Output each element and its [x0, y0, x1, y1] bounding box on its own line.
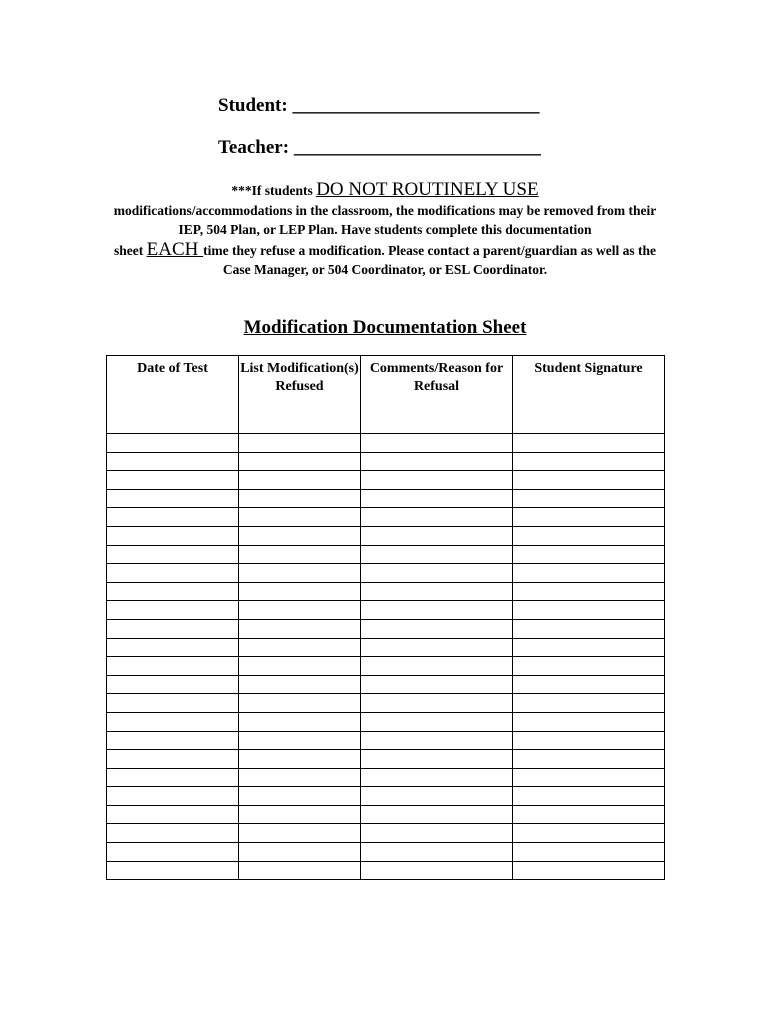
modification-cell[interactable]	[239, 861, 361, 880]
signature-cell[interactable]	[513, 489, 665, 508]
modification-cell[interactable]	[239, 787, 361, 806]
signature-cell[interactable]	[513, 434, 665, 453]
notice-body-2: time they refuse a modification. Please contact a parent/guardian as well as the Case Manager, or 504 Coordinator, or ESL Coordinator.	[203, 242, 656, 277]
signature-cell[interactable]	[513, 694, 665, 713]
date-cell[interactable]	[107, 601, 239, 620]
modification-cell[interactable]	[239, 508, 361, 527]
signature-cell[interactable]	[513, 508, 665, 527]
signature-cell[interactable]	[513, 545, 665, 564]
table-body	[107, 434, 665, 880]
column-header-comments: Comments/Reason for Refusal	[361, 356, 513, 434]
modification-cell[interactable]	[239, 694, 361, 713]
documentation-table	[106, 355, 665, 880]
modification-cell[interactable]	[239, 675, 361, 694]
date-cell[interactable]	[107, 657, 239, 676]
modification-cell[interactable]	[239, 731, 361, 750]
modification-cell[interactable]	[239, 526, 361, 545]
notice-sheet-word: sheet	[114, 242, 147, 258]
table-row	[107, 675, 665, 694]
comment-cell[interactable]	[361, 694, 513, 713]
date-cell[interactable]	[107, 750, 239, 769]
date-cell[interactable]	[107, 805, 239, 824]
table-row	[107, 601, 665, 620]
comment-cell[interactable]	[361, 564, 513, 583]
date-cell[interactable]	[107, 712, 239, 731]
notice-emphasis-do-not-use: DO NOT ROUTINELY USE	[316, 179, 539, 200]
table-row	[107, 694, 665, 713]
modification-cell[interactable]	[239, 545, 361, 564]
signature-cell[interactable]	[513, 843, 665, 862]
column-header-date: Date of Test	[107, 356, 239, 434]
student-blank[interactable]: __________________________	[292, 95, 540, 116]
table-row	[107, 526, 665, 545]
table-header-row	[107, 356, 665, 434]
table-row	[107, 805, 665, 824]
signature-cell[interactable]	[513, 712, 665, 731]
modification-cell[interactable]	[239, 824, 361, 843]
table-row	[107, 731, 665, 750]
teacher-blank[interactable]: __________________________	[293, 137, 541, 158]
date-cell[interactable]	[107, 489, 239, 508]
modification-cell[interactable]	[239, 712, 361, 731]
comment-cell[interactable]	[361, 545, 513, 564]
table-row	[107, 619, 665, 638]
table-row	[107, 545, 665, 564]
signature-cell[interactable]	[513, 638, 665, 657]
date-cell[interactable]	[107, 434, 239, 453]
instructions-notice	[100, 180, 670, 280]
date-cell[interactable]	[107, 564, 239, 583]
comment-cell[interactable]	[361, 657, 513, 676]
signature-cell[interactable]	[513, 768, 665, 787]
date-cell[interactable]	[107, 452, 239, 471]
comment-cell[interactable]	[361, 843, 513, 862]
modification-cell[interactable]	[239, 805, 361, 824]
notice-prefix: ***If students	[231, 183, 317, 198]
comment-cell[interactable]	[361, 712, 513, 731]
table-row	[107, 768, 665, 787]
signature-cell[interactable]	[513, 471, 665, 490]
signature-cell[interactable]	[513, 805, 665, 824]
comment-cell[interactable]	[361, 526, 513, 545]
date-cell[interactable]	[107, 471, 239, 490]
modification-cell[interactable]	[239, 489, 361, 508]
signature-cell[interactable]	[513, 526, 665, 545]
date-cell[interactable]	[107, 545, 239, 564]
table-row	[107, 657, 665, 676]
comment-cell[interactable]	[361, 768, 513, 787]
notice-body-1: modifications/accommodations in the classroom, the modifications may be removed from their IEP, 504 Plan, or LEP Plan. Have students complete this documentation	[113, 202, 657, 237]
date-cell[interactable]	[107, 508, 239, 527]
signature-cell[interactable]	[513, 787, 665, 806]
modification-cell[interactable]	[239, 582, 361, 601]
comment-cell[interactable]	[361, 452, 513, 471]
date-cell[interactable]	[107, 861, 239, 880]
table-row	[107, 582, 665, 601]
comment-cell[interactable]	[361, 619, 513, 638]
comment-cell[interactable]	[361, 805, 513, 824]
modification-cell[interactable]	[239, 452, 361, 471]
modification-cell[interactable]	[239, 750, 361, 769]
table-row	[107, 638, 665, 657]
column-header-signature: Student Signature	[513, 356, 665, 434]
comment-cell[interactable]	[361, 508, 513, 527]
table-row	[107, 564, 665, 583]
signature-cell[interactable]	[513, 731, 665, 750]
modification-cell[interactable]	[239, 768, 361, 787]
table-row	[107, 434, 665, 453]
date-cell[interactable]	[107, 638, 239, 657]
table-row	[107, 787, 665, 806]
comment-cell[interactable]	[361, 731, 513, 750]
table-row	[107, 471, 665, 490]
modification-cell[interactable]	[239, 564, 361, 583]
comment-cell[interactable]	[361, 434, 513, 453]
date-cell[interactable]	[107, 824, 239, 843]
signature-cell[interactable]	[513, 657, 665, 676]
date-cell[interactable]	[107, 787, 239, 806]
modification-cell[interactable]	[239, 657, 361, 676]
comment-cell[interactable]	[361, 638, 513, 657]
comment-cell[interactable]	[361, 489, 513, 508]
date-cell[interactable]	[107, 694, 239, 713]
modification-cell[interactable]	[239, 601, 361, 620]
comment-cell[interactable]	[361, 471, 513, 490]
table-row	[107, 508, 665, 527]
date-cell[interactable]	[107, 731, 239, 750]
date-cell[interactable]	[107, 526, 239, 545]
modification-cell[interactable]	[239, 843, 361, 862]
comment-cell[interactable]	[361, 824, 513, 843]
student-field	[218, 95, 539, 117]
signature-cell[interactable]	[513, 582, 665, 601]
table-row	[107, 489, 665, 508]
signature-cell[interactable]	[513, 619, 665, 638]
comment-cell[interactable]	[361, 601, 513, 620]
date-cell[interactable]	[107, 768, 239, 787]
teacher-label: Teacher:	[218, 137, 290, 158]
signature-cell[interactable]	[513, 750, 665, 769]
signature-cell[interactable]	[513, 564, 665, 583]
comment-cell[interactable]	[361, 582, 513, 601]
sheet-title: Modification Documentation Sheet	[243, 317, 527, 338]
table-row	[107, 861, 665, 880]
date-cell[interactable]	[107, 582, 239, 601]
student-label: Student:	[218, 95, 288, 116]
modification-cell[interactable]	[239, 638, 361, 657]
table-row	[107, 750, 665, 769]
date-cell[interactable]	[107, 619, 239, 638]
signature-cell[interactable]	[513, 861, 665, 880]
signature-cell[interactable]	[513, 824, 665, 843]
comment-cell[interactable]	[361, 750, 513, 769]
signature-cell[interactable]	[513, 601, 665, 620]
modification-cell[interactable]	[239, 434, 361, 453]
notice-emphasis-each: EACH	[146, 238, 204, 260]
table-row	[107, 712, 665, 731]
table-row	[107, 824, 665, 843]
comment-cell[interactable]	[361, 861, 513, 880]
column-header-modifications: List Modification(s) Refused	[239, 356, 361, 434]
table-row	[107, 843, 665, 862]
modification-cell[interactable]	[239, 619, 361, 638]
signature-cell[interactable]	[513, 675, 665, 694]
date-cell[interactable]	[107, 843, 239, 862]
teacher-field	[218, 137, 541, 159]
comment-cell[interactable]	[361, 675, 513, 694]
modification-cell[interactable]	[239, 471, 361, 490]
comment-cell[interactable]	[361, 787, 513, 806]
date-cell[interactable]	[107, 675, 239, 694]
table-row	[107, 452, 665, 471]
signature-cell[interactable]	[513, 452, 665, 471]
